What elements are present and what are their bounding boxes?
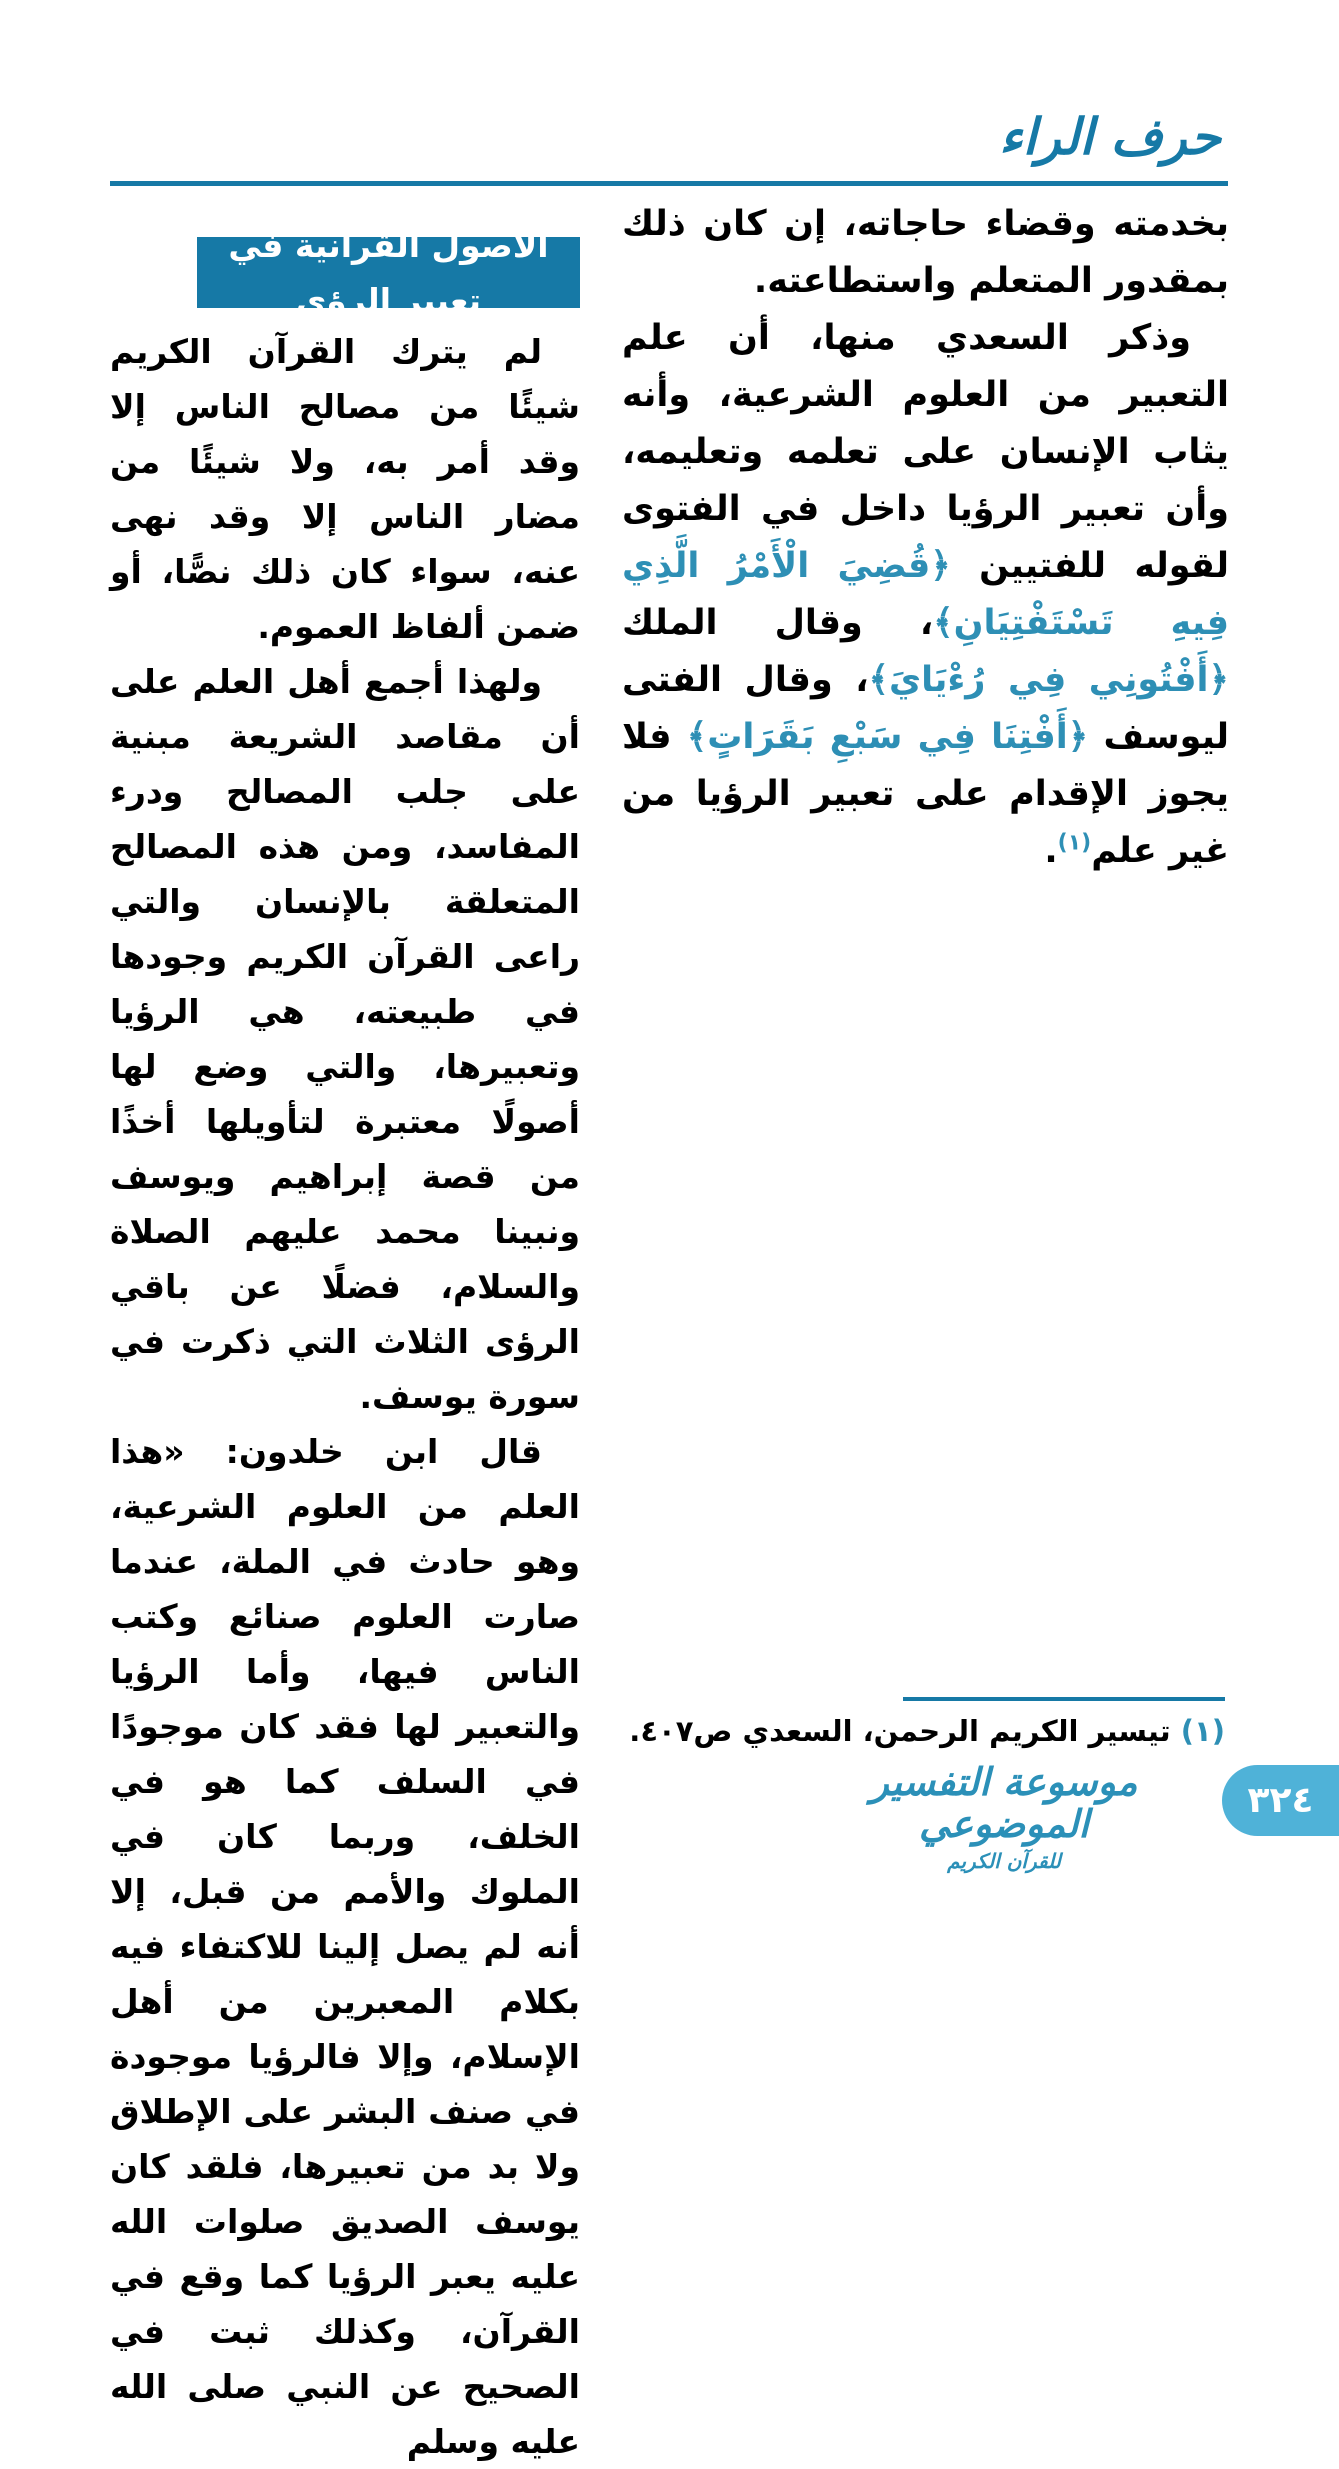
paragraph-quran-interests: لم يترك القرآن الكريم شيئًا من مصالح الناس إلا وقد أمر به، ولا شيئًا من مضار الناس إلا وقد نهى عنه، سواء كان ذلك نصًّا، أو ضمن ألفاظ العموم. — [110, 332, 580, 646]
section-title: الأصول القرآنية في تعبير الرؤى — [228, 225, 549, 320]
paragraph-saadi — [622, 310, 1229, 880]
header-divider — [110, 181, 1228, 186]
body-text: ، وقال الملك — [622, 603, 934, 643]
body-text: فلا يجوز الإقدام على تعبير الرؤيا من غير علم — [622, 717, 1229, 871]
column-left — [110, 225, 580, 2469]
footnote-text: تيسير الكريم الرحمن، السعدي ص٤٠٧. — [629, 1714, 1181, 1748]
column-right — [622, 196, 1229, 880]
paragraph-maqasid: ولهذا أجمع أهل العلم على أن مقاصد الشريعة مبنية على جلب المصالح ودرء المفاسد، ومن هذه المصالح المتعلقة بالإنسان والتي راعى القرآن الكريم وجودها في طبيعته، هي الرؤيا وتعبيرها، والتي وضع لها أصولًا معتبرة لتأويلها أخذًا من قصة إبراهيم ويوسف ونبينا محمد عليهم الصلاة والسلام، فضلًا عن باقي الرؤى الثلاث التي ذكرت في سورة يوسف. — [110, 662, 580, 1416]
publisher-logo — [849, 1762, 1159, 1872]
body-text: ، وقال الفتى ليوسف — [622, 660, 1229, 757]
body-text: وذكر السعدي منها، أن علم التعبير من العلوم الشرعية، وأنه يثاب الإنسان على تعلمه وتعليمه، وأن تعبير الرؤيا داخل في الفتوى لقوله للفتيين — [622, 318, 1229, 586]
quran-quote-qudiya-alamr: ﴿قُضِيَ الْأَمْرُ الَّذِي فِيهِ تَسْتَفْتِيَانِ﴾ — [622, 546, 1229, 643]
page-number-badge — [1222, 1765, 1339, 1836]
page-number: ٣٢٤ — [1247, 1780, 1314, 1821]
footnote-number: (١) — [1180, 1714, 1225, 1748]
quran-quote-aftuni-fi-ruyay: ﴿أَفْتُونِي فِي رُءْيَايَ﴾ — [868, 660, 1229, 700]
chapter-heading: حرف الراء — [999, 108, 1221, 166]
paragraph-ibn-khaldun: قال ابن خلدون: «هذا العلم من العلوم الشرعية، وهو حادث في الملة، عندما صارت العلوم صنائع وكتب الناس فيها، وأما الرؤيا والتعبير لها فقد كان موجودًا في السلف كما هو في الخلف، وربما كان في الملوك والأمم من قبل، إلا أنه لم يصل إلينا للاكتفاء فيه بكلام المعبرين من أهل الإسلام، وإلا فالرؤيا موجودة في صنف البشر على الإطلاق ولا بد من تعبيرها، فلقد كان يوسف الصديق صلوات الله عليه يعبر الرؤيا كما وقع في القرآن، وكذلك ثبت في الصحيح عن النبي صلى الله عليه وسلم — [110, 1432, 580, 2461]
paragraph-continuation: بخدمته وقضاء حاجاته، إن كان ذلك بمقدور المتعلم واستطاعته. — [622, 204, 1229, 301]
body-text: . — [1044, 831, 1058, 871]
footnote-1 — [615, 1714, 1225, 1748]
publisher-logo-calligraphy: موسوعة التفسير الموضوعي — [870, 1760, 1138, 1846]
footnote-divider — [903, 1697, 1225, 1701]
footnote-reference-1: (١) — [1057, 830, 1092, 856]
publisher-logo-subtitle: للقرآن الكريم — [947, 1848, 1061, 1873]
quran-quote-aftina-fi-sab: ﴿أَفْتِنَا فِي سَبْعِ بَقَرَاتٍ﴾ — [686, 717, 1089, 757]
section-title-box — [197, 225, 580, 320]
